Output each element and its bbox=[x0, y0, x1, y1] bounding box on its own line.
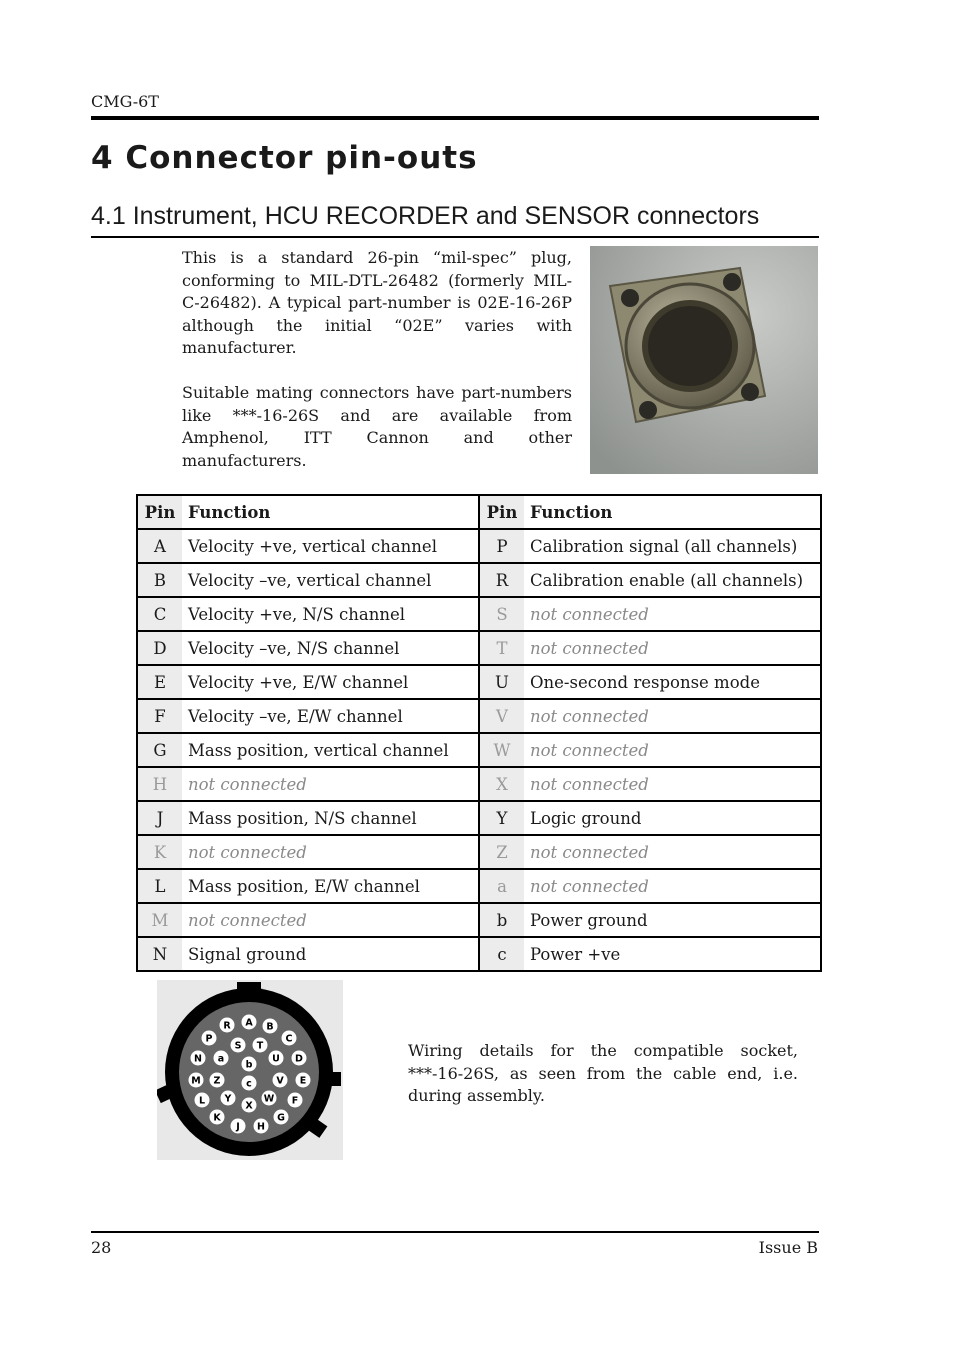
pin-letter-cell: N bbox=[137, 937, 182, 971]
pin-letter-cell: b bbox=[479, 903, 524, 937]
pin-function-cell: Velocity +ve, E/W channel bbox=[182, 665, 479, 699]
pin-letter-cell: C bbox=[137, 597, 182, 631]
header-rule bbox=[91, 116, 819, 120]
pin-function-cell: Calibration signal (all channels) bbox=[524, 529, 821, 563]
socket-pin-label: B bbox=[266, 1021, 274, 1033]
pin-function-cell: Velocity +ve, N/S channel bbox=[182, 597, 479, 631]
pin-function-table bbox=[136, 494, 822, 972]
socket-diagram bbox=[157, 980, 343, 1160]
pin-letter-cell: J bbox=[137, 801, 182, 835]
socket-pin-label: Z bbox=[213, 1075, 221, 1087]
pin-function-cell: not connected bbox=[524, 597, 821, 631]
pin-function-cell: Velocity –ve, N/S channel bbox=[182, 631, 479, 665]
pin-function-cell: Logic ground bbox=[524, 801, 821, 835]
pin-function-cell: not connected bbox=[182, 767, 479, 801]
pin-function-cell: not connected bbox=[524, 631, 821, 665]
socket-pin-label: S bbox=[234, 1040, 242, 1052]
pin-function-cell: Mass position, N/S channel bbox=[182, 801, 479, 835]
pin-function-cell: not connected bbox=[524, 869, 821, 903]
pin-letter-cell: T bbox=[479, 631, 524, 665]
pin-function-cell: Signal ground bbox=[182, 937, 479, 971]
pin-letter-cell: F bbox=[137, 699, 182, 733]
pin-letter-cell: S bbox=[479, 597, 524, 631]
table-row bbox=[137, 699, 821, 733]
socket-pin-label: W bbox=[263, 1093, 275, 1105]
socket-pin-label: M bbox=[191, 1075, 201, 1087]
connector-photo bbox=[590, 246, 818, 474]
header-pin: Pin bbox=[137, 495, 182, 529]
pin-letter-cell: D bbox=[137, 631, 182, 665]
pin-function-cell: One-second response mode bbox=[524, 665, 821, 699]
socket-pin-label: c bbox=[246, 1078, 252, 1090]
pin-letter-cell: c bbox=[479, 937, 524, 971]
header-function: Function bbox=[182, 495, 479, 529]
section-title: 4.1 Instrument, HCU RECORDER and SENSOR connectors bbox=[91, 202, 760, 230]
socket-pin-label: C bbox=[285, 1033, 293, 1045]
table-row bbox=[137, 767, 821, 801]
pin-letter-cell: Y bbox=[479, 801, 524, 835]
pin-function-cell: not connected bbox=[182, 903, 479, 937]
socket-pin-label: D bbox=[295, 1053, 303, 1065]
pin-letter-cell: a bbox=[479, 869, 524, 903]
pin-letter-cell: A bbox=[137, 529, 182, 563]
socket-pin-label: V bbox=[276, 1075, 284, 1087]
pin-letter-cell: M bbox=[137, 903, 182, 937]
pin-letter-cell: V bbox=[479, 699, 524, 733]
pin-letter-cell: H bbox=[137, 767, 182, 801]
pin-letter-cell: B bbox=[137, 563, 182, 597]
socket-pin-label: P bbox=[205, 1033, 213, 1045]
socket-pin-label: b bbox=[245, 1059, 253, 1071]
pin-letter-cell: G bbox=[137, 733, 182, 767]
pin-letter-cell: U bbox=[479, 665, 524, 699]
socket-pin-label: H bbox=[257, 1121, 265, 1133]
socket-pin-label: E bbox=[299, 1075, 307, 1087]
table-row bbox=[137, 563, 821, 597]
socket-pin-label: K bbox=[213, 1112, 221, 1124]
socket-pin-label: Y bbox=[224, 1093, 232, 1105]
pin-function-cell: not connected bbox=[524, 733, 821, 767]
issue-label: Issue B bbox=[758, 1238, 818, 1257]
pin-function-cell: not connected bbox=[182, 835, 479, 869]
table-row bbox=[137, 937, 821, 971]
socket-pin-label: L bbox=[198, 1095, 206, 1107]
pin-letter-cell: K bbox=[137, 835, 182, 869]
table-row bbox=[137, 597, 821, 631]
table-row bbox=[137, 665, 821, 699]
socket-pin-label: J bbox=[236, 1121, 240, 1133]
socket-pin-label: X bbox=[245, 1100, 253, 1112]
pin-function-cell: Velocity +ve, vertical channel bbox=[182, 529, 479, 563]
socket-caption: Wiring details for the compatible socket, ***-16-26S, as seen from the cable end, i.e. during assembly. bbox=[408, 1041, 798, 1105]
pin-letter-cell: R bbox=[479, 563, 524, 597]
header-function: Function bbox=[524, 495, 821, 529]
pin-function-cell: not connected bbox=[524, 835, 821, 869]
intro-paragraph-2: Suitable mating connectors have part-numbers like ***-16-26S and are available from Amphenol, ITT Cannon and other manufacturers. bbox=[182, 383, 572, 470]
page-number: 28 bbox=[91, 1238, 112, 1257]
pin-function-cell: not connected bbox=[524, 699, 821, 733]
table-row bbox=[137, 631, 821, 665]
socket-pin-label: G bbox=[277, 1112, 285, 1124]
pin-function-cell: Velocity –ve, E/W channel bbox=[182, 699, 479, 733]
pin-letter-cell: E bbox=[137, 665, 182, 699]
pin-function-cell: Calibration enable (all channels) bbox=[524, 563, 821, 597]
socket-pin-label: N bbox=[194, 1053, 202, 1065]
running-header: CMG-6T bbox=[91, 92, 159, 111]
socket-pin-label: F bbox=[291, 1095, 299, 1107]
socket-pin-label: U bbox=[272, 1053, 280, 1065]
pin-function-cell: Mass position, vertical channel bbox=[182, 733, 479, 767]
pin-function-cell: Mass position, E/W channel bbox=[182, 869, 479, 903]
pin-function-cell: Power ground bbox=[524, 903, 821, 937]
pin-letter-cell: X bbox=[479, 767, 524, 801]
table-row bbox=[137, 801, 821, 835]
intro-paragraph-1: This is a standard 26-pin “mil-spec” plug, conforming to MIL-DTL-26482 (formerly MIL-C-26482). A typical part-number is 02E-16-26P although the initial “02E” varies with manufacturer. bbox=[182, 248, 572, 357]
table-row bbox=[137, 869, 821, 903]
footer-rule bbox=[91, 1231, 819, 1233]
socket-pin-label: a bbox=[217, 1053, 225, 1065]
pin-letter-cell: L bbox=[137, 869, 182, 903]
socket-pin-label: A bbox=[245, 1017, 253, 1029]
header-pin: Pin bbox=[479, 495, 524, 529]
table-header-row bbox=[137, 495, 821, 529]
socket-pin-label: R bbox=[223, 1020, 231, 1032]
table-row bbox=[137, 835, 821, 869]
chapter-title: 4 Connector pin-outs bbox=[91, 140, 478, 176]
pin-function-cell: Velocity –ve, vertical channel bbox=[182, 563, 479, 597]
table-row bbox=[137, 529, 821, 563]
pin-function-cell: Power +ve bbox=[524, 937, 821, 971]
socket-pin-label: T bbox=[256, 1040, 264, 1052]
section-rule bbox=[91, 236, 819, 238]
pin-letter-cell: Z bbox=[479, 835, 524, 869]
pin-letter-cell: W bbox=[479, 733, 524, 767]
table-row bbox=[137, 903, 821, 937]
table-row bbox=[137, 733, 821, 767]
pin-function-cell: not connected bbox=[524, 767, 821, 801]
pin-letter-cell: P bbox=[479, 529, 524, 563]
